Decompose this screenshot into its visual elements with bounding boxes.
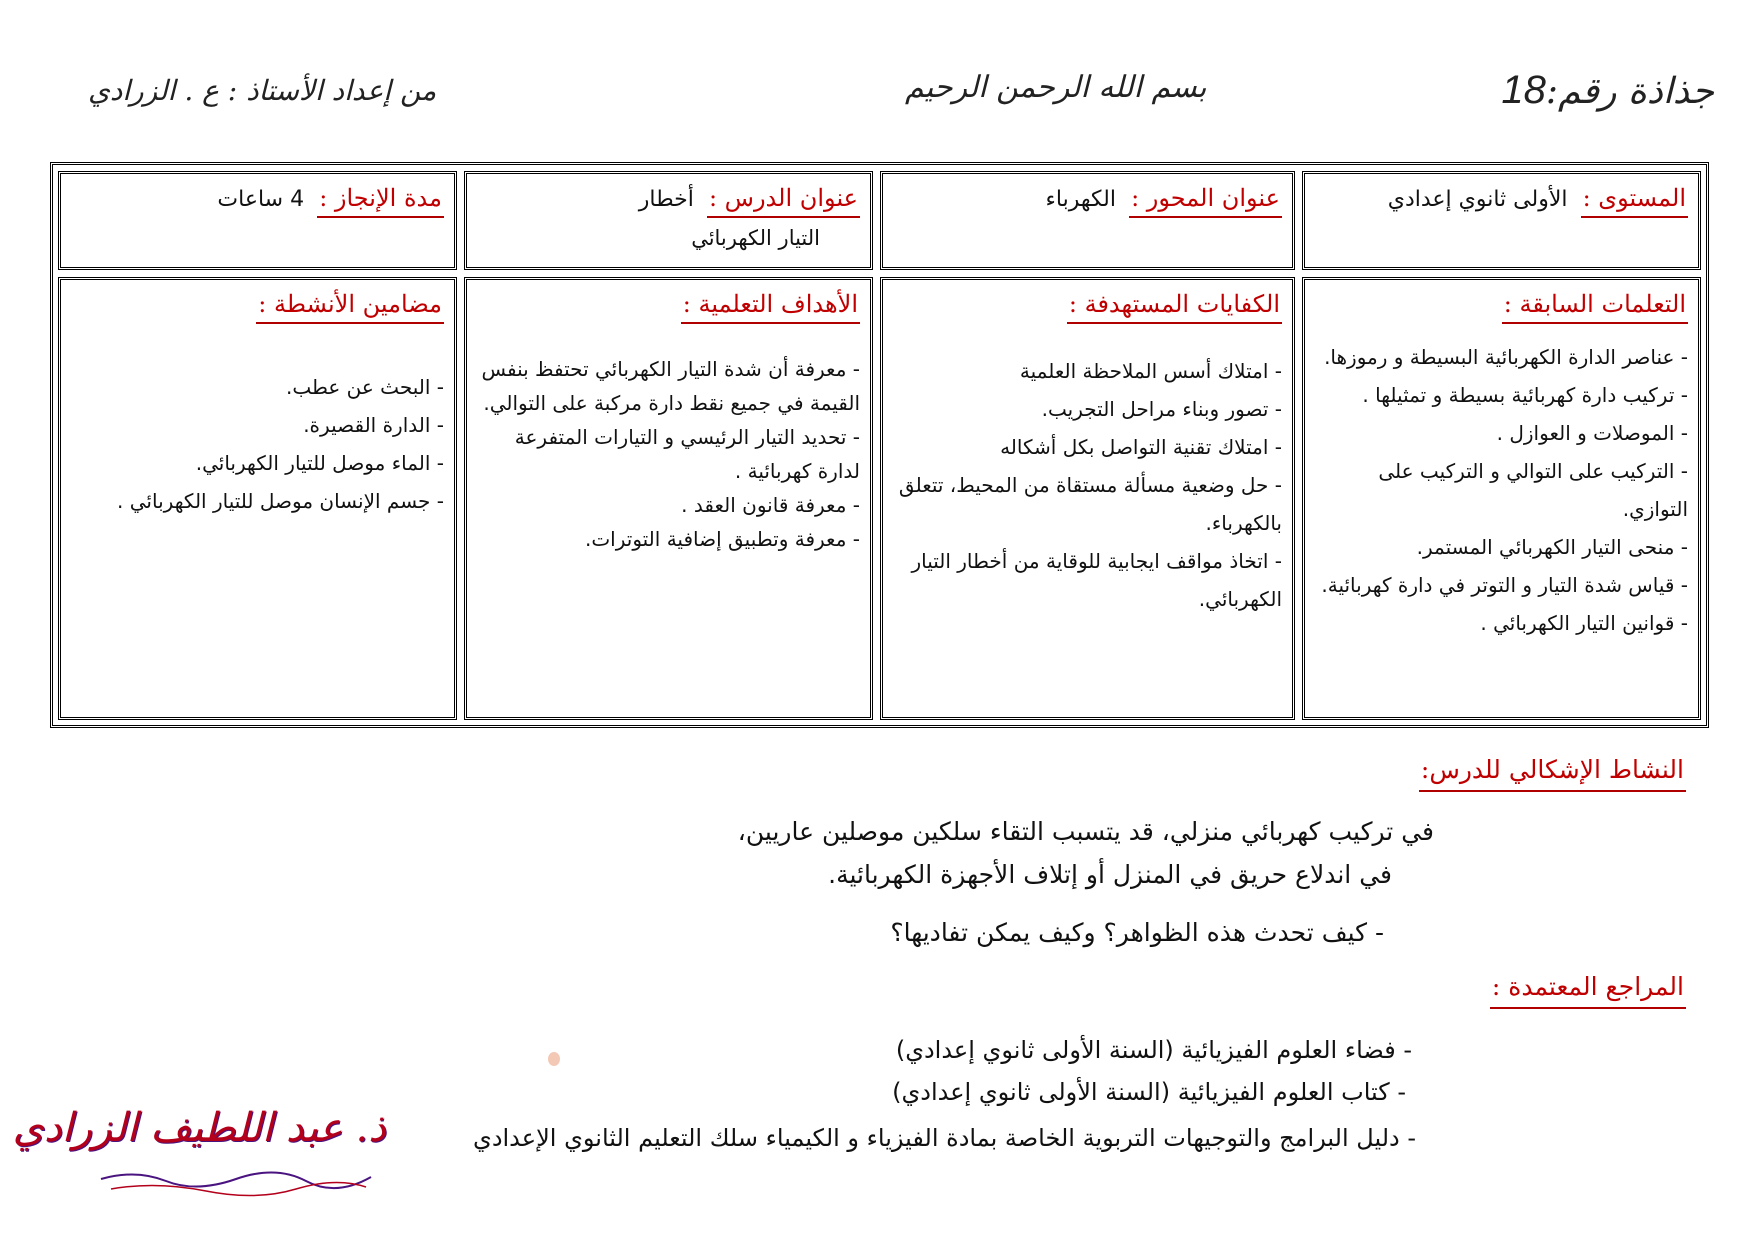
list-item: - اتخاذ مواقف ايجابية للوقاية من أخطار التيار الكهربائي. xyxy=(893,542,1282,618)
list-item: - امتلاك أسس الملاحظة العلمية xyxy=(893,352,1282,390)
list-item: - الماء موصل للتيار الكهربائي. xyxy=(71,444,444,482)
list-item: - قياس شدة التيار و التوتر في دارة كهربائية. xyxy=(1315,566,1688,604)
problem-text-line1: في تركيب كهربائي منزلي، قد يتسبب التقاء سلكين موصلين عاريين، xyxy=(737,817,1434,846)
prior-learning-label: التعلمات السابقة : xyxy=(1502,290,1688,324)
learning-objectives-list xyxy=(477,352,860,556)
list-item: - البحث عن عطب. xyxy=(71,368,444,406)
author-signature xyxy=(12,1095,386,1205)
level-label: المستوى : xyxy=(1581,184,1688,218)
learning-objectives-label: الأهداف التعلمية : xyxy=(681,290,860,324)
list-item: - الموصلات و العوازل . xyxy=(1315,414,1688,452)
duration-value: 4 ساعات xyxy=(217,187,305,212)
duration-cell xyxy=(58,171,457,270)
axis-label: عنوان المحور : xyxy=(1129,184,1282,218)
target-competencies-cell xyxy=(880,277,1295,720)
problem-question: - كيف تحدث هذه الظواهر؟ وكيف يمكن تفاديها؟ xyxy=(890,918,1384,947)
list-item: - معرفة وتطبيق إضافية التوترات. xyxy=(477,522,860,556)
signature-flourish xyxy=(96,1167,376,1197)
list-item: - عناصر الدارة الكهربائية البسيطة و رموزها. xyxy=(1315,338,1688,376)
target-competencies-list xyxy=(893,352,1282,618)
reference-item: - فضاء العلوم الفيزيائية (السنة الأولى ثانوي إعدادي) xyxy=(896,1036,1412,1064)
reference-item: - دليل البرامج والتوجيهات التربوية الخاصة بمادة الفيزياء و الكيمياء سلك التعليم الثانوي الإعدادي xyxy=(473,1124,1416,1152)
activities-label: مضامين الأنشطة : xyxy=(256,290,444,324)
duration-label: مدة الإنجاز : xyxy=(317,184,444,218)
axis-value: الكهرباء xyxy=(1045,187,1116,212)
sheet-label: جذاذة رقم: xyxy=(1545,71,1714,112)
problem-activity-title: النشاط الإشكالي للدرس: xyxy=(1419,755,1686,792)
sheet-number-value: 18 xyxy=(1501,68,1546,112)
basmala-heading: بسم الله الرحمن الرحيم xyxy=(905,70,1207,105)
list-item: - امتلاك تقنية التواصل بكل أشكاله xyxy=(893,428,1282,466)
list-item: - منحى التيار الكهربائي المستمر. xyxy=(1315,528,1688,566)
lesson-title-label: عنوان الدرس : xyxy=(707,184,860,218)
list-item: - معرفة قانون العقد . xyxy=(477,488,860,522)
level-value: الأولى ثانوي إعدادي xyxy=(1387,187,1568,212)
list-item: - الدارة القصيرة. xyxy=(71,406,444,444)
list-item: - التركيب على التوالي و التركيب على التوازي. xyxy=(1315,452,1688,528)
references-title: المراجع المعتمدة : xyxy=(1490,972,1686,1009)
list-item: - تصور وبناء مراحل التجريب. xyxy=(893,390,1282,428)
list-item: - تركيب دارة كهربائية بسيطة و تمثيلها . xyxy=(1315,376,1688,414)
learning-objectives-cell xyxy=(464,277,873,720)
reference-item: - كتاب العلوم الفيزيائية (السنة الأولى ثانوي إعدادي) xyxy=(892,1078,1406,1106)
list-item: - حل وضعية مسألة مستقاة من المحيط، تتعلق بالكهرباء. xyxy=(893,466,1282,542)
sheet-number-heading xyxy=(1501,68,1714,113)
ink-spot xyxy=(548,1052,560,1066)
lesson-title-line1: أخطار xyxy=(638,187,694,212)
list-item: - قوانين التيار الكهربائي . xyxy=(1315,604,1688,642)
activities-cell xyxy=(58,277,457,720)
target-competencies-label: الكفايات المستهدفة : xyxy=(1067,290,1282,324)
signature-text: ذ. عبد اللطيف الزرادي xyxy=(12,1105,386,1151)
prior-learning-cell xyxy=(1302,277,1701,720)
activities-list xyxy=(71,368,444,520)
problem-text-line2: في اندلاع حريق في المنزل أو إتلاف الأجهزة الكهربائية. xyxy=(828,860,1392,889)
lesson-title-line2: التيار الكهربائي xyxy=(691,226,820,250)
lesson-title-cell xyxy=(464,171,873,270)
list-item: - جسم الإنسان موصل للتيار الكهربائي . xyxy=(71,482,444,520)
list-item: - معرفة أن شدة التيار الكهربائي تحتفظ بنفس القيمة في جميع نقط دارة مركبة على التوالي. xyxy=(477,352,860,420)
list-item: - تحديد التيار الرئيسي و التيارات المتفرعة لدارة كهربائية . xyxy=(477,420,860,488)
author-credit: من إعداد الأستاذ : ع . الزرادي xyxy=(88,74,437,107)
axis-cell xyxy=(880,171,1295,270)
prior-learning-list xyxy=(1315,338,1688,642)
level-cell xyxy=(1302,171,1701,270)
